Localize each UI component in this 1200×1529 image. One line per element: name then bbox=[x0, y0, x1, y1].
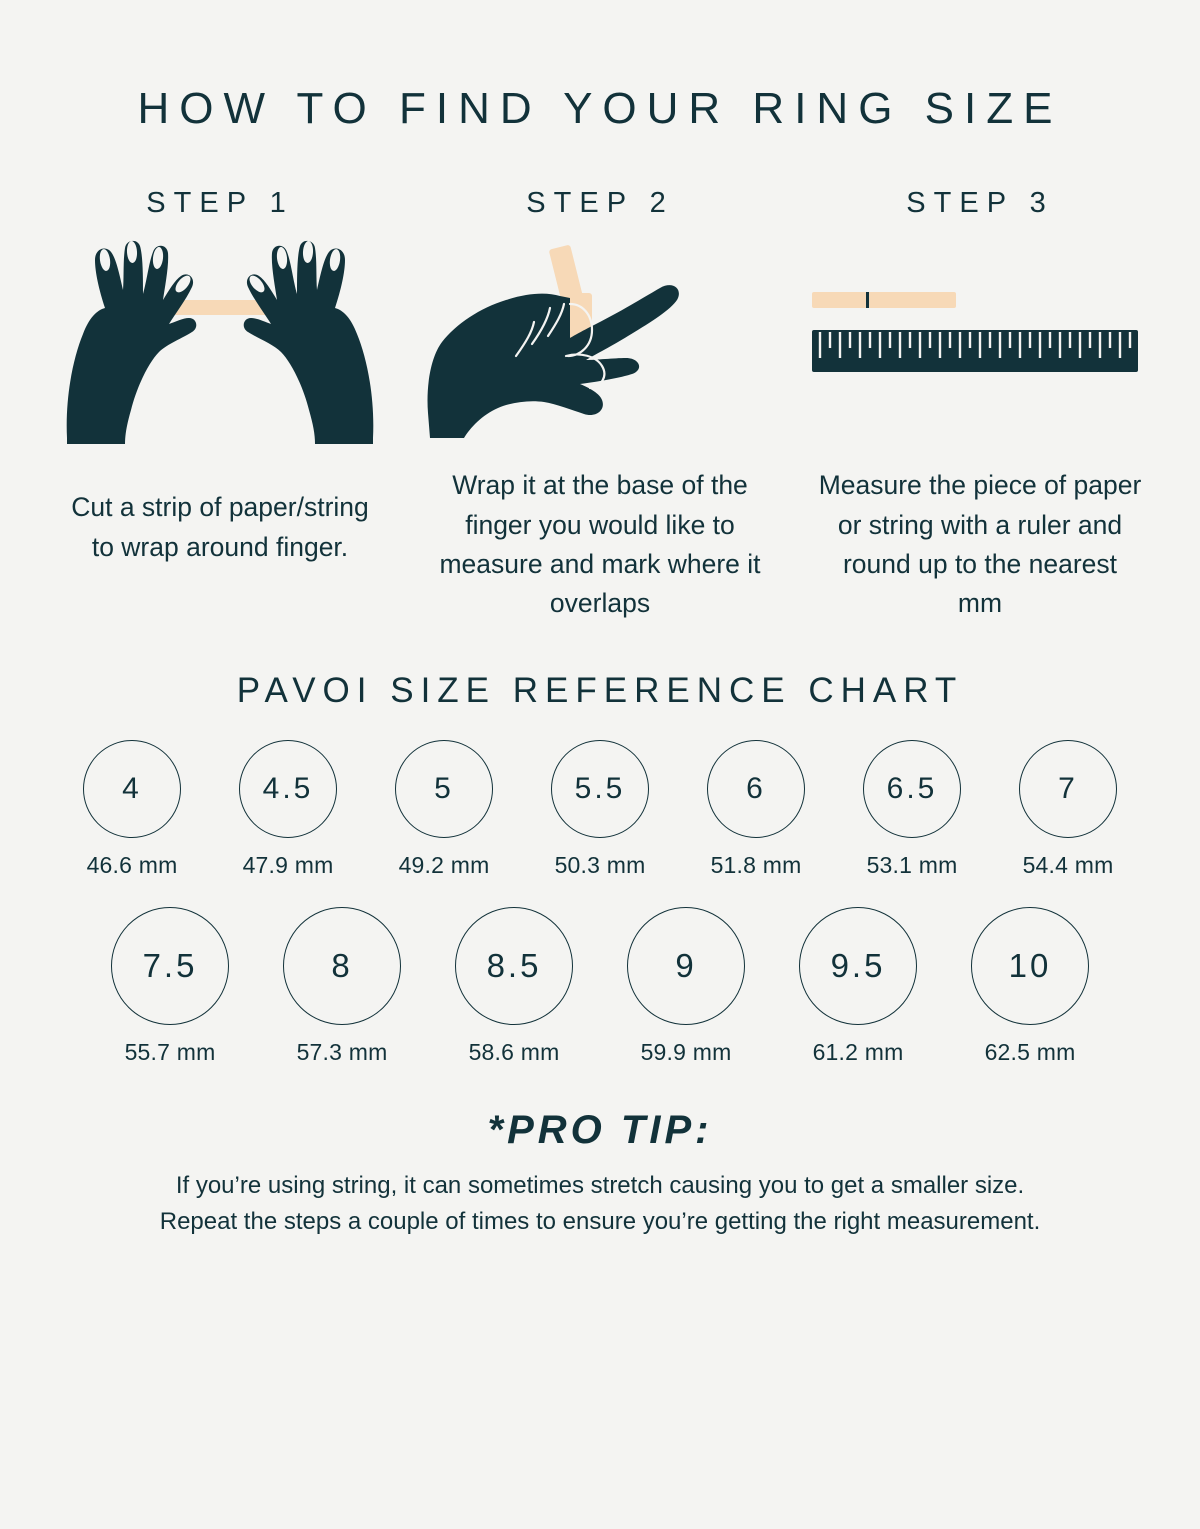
ring-size-guide-page bbox=[0, 29, 1200, 1529]
size-cell bbox=[522, 740, 678, 879]
step-2-title: STEP 2 bbox=[526, 187, 674, 220]
ring-size-mm: 59.9 mm bbox=[640, 1039, 732, 1066]
size-cell bbox=[678, 740, 834, 879]
ring-size-mm: 62.5 mm bbox=[984, 1039, 1076, 1066]
ring-size-badge: 4 bbox=[83, 740, 181, 838]
size-cell bbox=[990, 740, 1146, 879]
ring-size-badge: 9.5 bbox=[799, 907, 917, 1025]
step-1-title: STEP 1 bbox=[146, 187, 294, 220]
ring-size-badge: 8.5 bbox=[455, 907, 573, 1025]
steps-section bbox=[0, 187, 1200, 623]
step-3-caption: Measure the piece of paper or string with a ruler and round up to the nearest mm bbox=[818, 470, 1142, 619]
ring-size-badge: 7.5 bbox=[111, 907, 229, 1025]
step-2-caption: Wrap it at the base of the finger you would like to measure and mark where it overlaps bbox=[439, 470, 761, 619]
ring-size-badge: 5.5 bbox=[551, 740, 649, 838]
page-title: HOW TO FIND YOUR RING SIZE bbox=[137, 84, 1063, 134]
pro-tip-line-1: If you’re using string, it can sometimes stretch causing you to get a smaller size. bbox=[175, 1172, 1025, 1200]
ring-size-badge: 10 bbox=[971, 907, 1089, 1025]
ring-size-badge: 5 bbox=[395, 740, 493, 838]
size-cell bbox=[366, 740, 522, 879]
ring-size-mm: 54.4 mm bbox=[1022, 852, 1114, 879]
two-hands-holding-paper-strip-icon bbox=[40, 230, 400, 460]
size-cell bbox=[256, 907, 428, 1066]
step-3 bbox=[800, 187, 1160, 623]
step-1-caption: Cut a strip of paper/string to wrap around finger. bbox=[71, 492, 369, 562]
step-1 bbox=[40, 187, 400, 623]
size-cell bbox=[834, 740, 990, 879]
ring-size-mm: 49.2 mm bbox=[398, 852, 490, 879]
ring-size-mm: 55.7 mm bbox=[124, 1039, 216, 1066]
size-cell bbox=[54, 740, 210, 879]
size-cell bbox=[84, 907, 256, 1066]
ring-size-mm: 58.6 mm bbox=[468, 1039, 560, 1066]
ruler-measuring-strip-icon bbox=[800, 230, 1160, 460]
ring-size-mm: 53.1 mm bbox=[866, 852, 958, 879]
size-cell bbox=[600, 907, 772, 1066]
size-row-1 bbox=[0, 740, 1200, 879]
step-3-title: STEP 3 bbox=[906, 187, 1054, 220]
ring-size-badge: 6.5 bbox=[863, 740, 961, 838]
ring-size-mm: 47.9 mm bbox=[242, 852, 334, 879]
hand-wrapping-strip-around-finger-icon bbox=[420, 230, 780, 460]
size-cell bbox=[944, 907, 1116, 1066]
ring-size-badge: 9 bbox=[627, 907, 745, 1025]
ring-size-mm: 51.8 mm bbox=[710, 852, 802, 879]
size-cell bbox=[210, 740, 366, 879]
ring-size-badge: 4.5 bbox=[239, 740, 337, 838]
pro-tip-title: *PRO TIP: bbox=[487, 1108, 713, 1153]
ring-size-mm: 57.3 mm bbox=[296, 1039, 388, 1066]
step-2 bbox=[420, 187, 780, 623]
ring-size-mm: 50.3 mm bbox=[554, 852, 646, 879]
ring-size-badge: 8 bbox=[283, 907, 401, 1025]
pro-tip-line-2: Repeat the steps a couple of times to ensure you’re getting the right measurement. bbox=[159, 1208, 1041, 1236]
size-row-2 bbox=[0, 907, 1200, 1066]
ring-size-mm: 61.2 mm bbox=[812, 1039, 904, 1066]
ring-size-badge: 6 bbox=[707, 740, 805, 838]
ring-size-mm: 46.6 mm bbox=[86, 852, 178, 879]
size-cell bbox=[428, 907, 600, 1066]
size-cell bbox=[772, 907, 944, 1066]
chart-title: PAVOI SIZE REFERENCE CHART bbox=[236, 671, 964, 711]
ring-size-badge: 7 bbox=[1019, 740, 1117, 838]
